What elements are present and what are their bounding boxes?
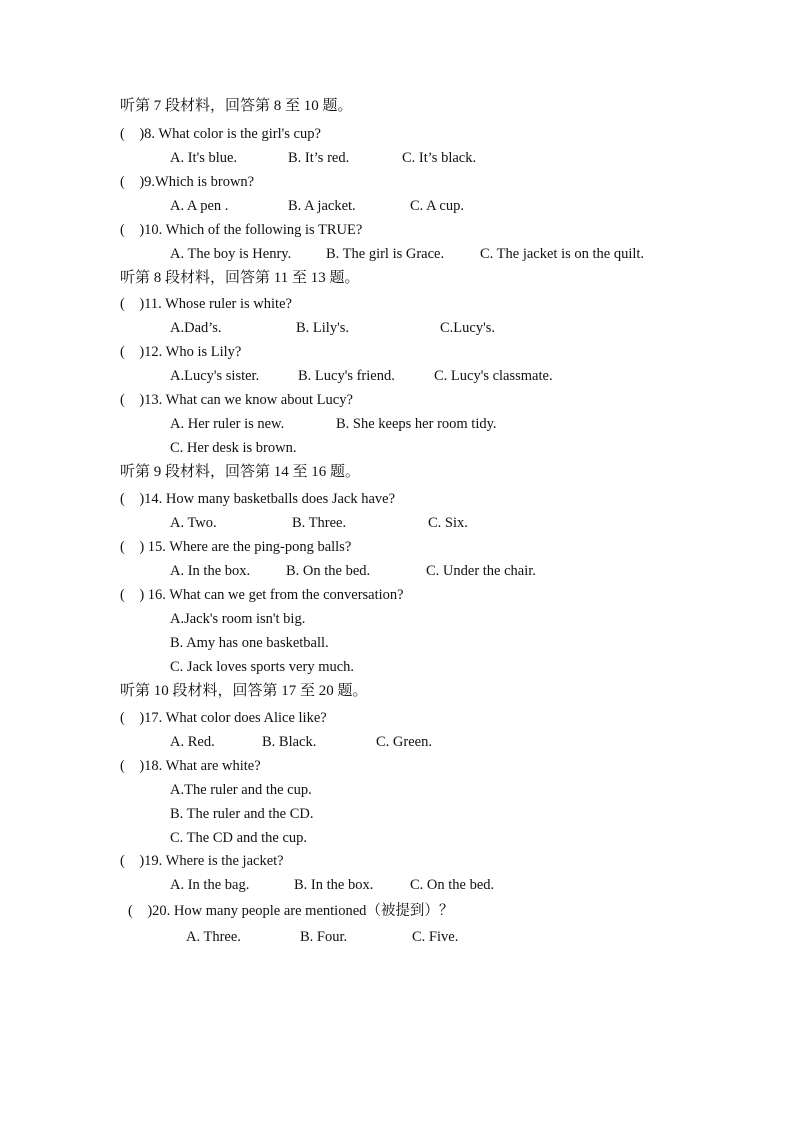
section-heading: 听第 8 段材料，回答第 11 至 13 题。	[120, 270, 360, 286]
question-text: 20. How many people are mentioned（被提到）？	[152, 903, 454, 919]
answer-bracket[interactable]: ( )	[120, 344, 145, 360]
option-c: C. It’s black.	[402, 150, 477, 166]
option-a: A.Dad’s.	[170, 320, 222, 336]
answer-bracket[interactable]: ( )	[120, 392, 145, 408]
option-c: C. The CD and the cup.	[170, 830, 308, 846]
question-10	[120, 220, 362, 240]
option-c: C. Five.	[412, 929, 459, 945]
option-a: A. Three.	[186, 929, 241, 945]
question-8	[120, 124, 321, 144]
question-17	[120, 708, 327, 728]
answer-bracket[interactable]: ( )	[120, 853, 145, 869]
option-c: C. Green.	[376, 734, 432, 750]
option-c: C. Her desk is brown.	[170, 440, 297, 456]
answer-bracket[interactable]: ( )	[120, 126, 145, 142]
question-text: 19. Where is the jacket?	[144, 853, 284, 869]
question-text: 17. What color does Alice like?	[144, 710, 327, 726]
question-text: 15. Where are the ping-pong balls?	[144, 539, 352, 555]
question-text: 18. What are white?	[144, 758, 261, 774]
question-13	[120, 390, 353, 410]
option-b: B. Lily's.	[296, 320, 349, 336]
option-a: A. The boy is Henry.	[170, 246, 292, 262]
question-19	[120, 851, 284, 871]
section-heading: 听第 7 段材料，回答第 8 至 10 题。	[120, 98, 353, 114]
question-text: 16. What can we get from the conversation?	[144, 587, 404, 603]
option-b: B. A jacket.	[288, 198, 356, 214]
question-14	[120, 489, 395, 509]
option-b: B. The ruler and the CD.	[170, 806, 314, 822]
option-a: A. Two.	[170, 515, 217, 531]
option-a: A. It's blue.	[170, 150, 238, 166]
answer-bracket[interactable]: ( )	[120, 296, 145, 312]
option-b: B. Black.	[262, 734, 317, 750]
option-c: C. Jack loves sports very much.	[170, 659, 355, 675]
answer-bracket[interactable]: ( )	[120, 174, 145, 190]
option-b: B. In the box.	[294, 877, 374, 893]
answer-bracket[interactable]: ( )	[120, 539, 145, 555]
option-a: A.Jack's room isn't big.	[170, 611, 306, 627]
question-text: 11. Whose ruler is white?	[144, 296, 292, 312]
answer-bracket[interactable]: ( )	[120, 587, 145, 603]
option-b: B. Lucy's friend.	[298, 368, 395, 384]
question-text: 14. How many basketballs does Jack have?	[144, 491, 396, 507]
option-a: A. Her ruler is new.	[170, 416, 285, 432]
option-c: C. The jacket is on the quilt.	[480, 246, 645, 262]
option-c: C. On the bed.	[410, 877, 495, 893]
option-c: C. Lucy's classmate.	[434, 368, 553, 384]
option-a: A.The ruler and the cup.	[170, 782, 312, 798]
question-20	[128, 901, 453, 921]
section-heading: 听第 9 段材料，回答第 14 至 16 题。	[120, 464, 361, 480]
section-heading: 听第 10 段材料，回答第 17 至 20 题。	[120, 683, 368, 699]
question-16	[120, 585, 404, 605]
option-b: B. It’s red.	[288, 150, 350, 166]
question-text: 8. What color is the girl's cup?	[144, 126, 321, 142]
question-text: 13. What can we know about Lucy?	[144, 392, 353, 408]
question-15	[120, 537, 351, 557]
option-b: B. On the bed.	[286, 563, 371, 579]
option-b: B. Four.	[300, 929, 348, 945]
option-b: B. Three.	[292, 515, 347, 531]
answer-bracket[interactable]: ( )	[120, 491, 145, 507]
option-a: A. A pen .	[170, 198, 229, 214]
question-12	[120, 342, 241, 362]
answer-bracket[interactable]: ( )	[128, 903, 153, 919]
option-b: B. Amy has one basketball.	[170, 635, 329, 651]
question-text: 9.Which is brown?	[144, 174, 255, 190]
option-a: A.Lucy's sister.	[170, 368, 260, 384]
answer-bracket[interactable]: ( )	[120, 222, 145, 238]
option-c: C. A cup.	[410, 198, 464, 214]
option-a: A. In the bag.	[170, 877, 250, 893]
answer-bracket[interactable]: ( )	[120, 758, 145, 774]
question-11	[120, 294, 292, 314]
option-a: A. In the box.	[170, 563, 251, 579]
question-18	[120, 756, 261, 776]
option-c: C.Lucy's.	[440, 320, 495, 336]
option-c: C. Six.	[428, 515, 468, 531]
question-text: 12. Who is Lily?	[144, 344, 242, 360]
question-9	[120, 172, 254, 192]
answer-bracket[interactable]: ( )	[120, 710, 145, 726]
option-c: C. Under the chair.	[426, 563, 536, 579]
option-b: B. She keeps her room tidy.	[336, 416, 497, 432]
option-b: B. The girl is Grace.	[326, 246, 445, 262]
question-text: 10. Which of the following is TRUE?	[144, 222, 363, 238]
option-a: A. Red.	[170, 734, 215, 750]
